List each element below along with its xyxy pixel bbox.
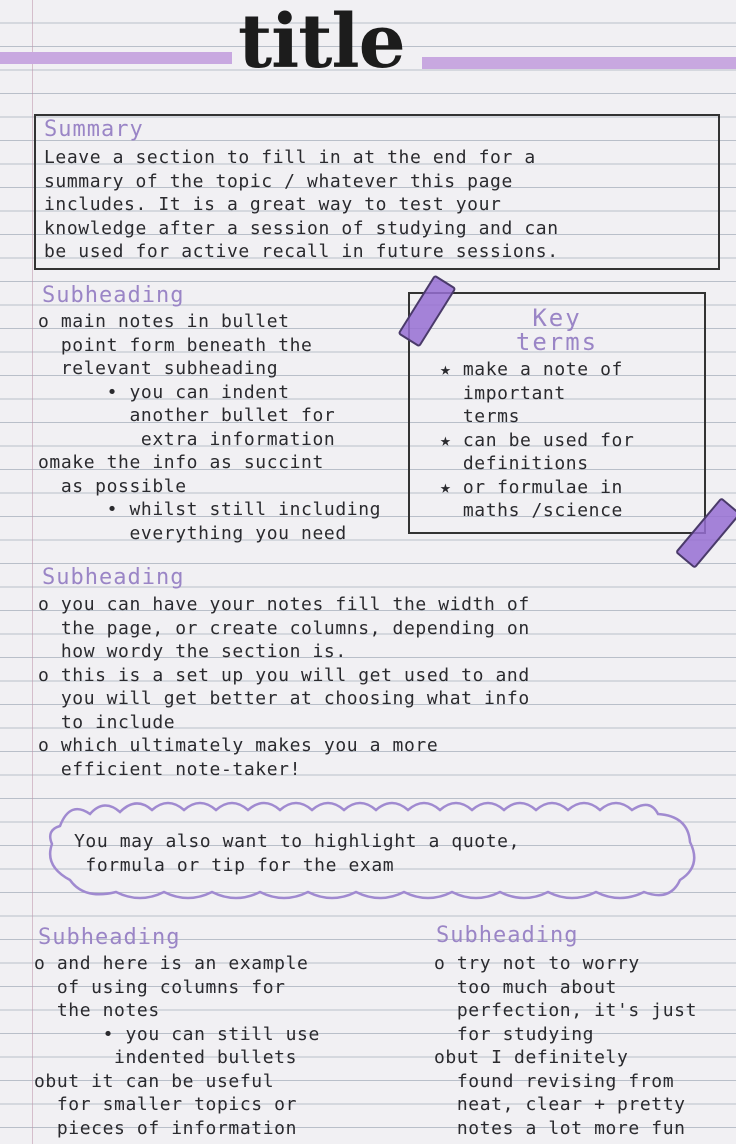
key-terms-title xyxy=(410,306,704,354)
key-terms-title-line2: terms xyxy=(515,328,599,356)
note-line: obut it can be useful xyxy=(34,1070,275,1092)
summary-line: summary of the topic / whatever this page xyxy=(44,170,513,192)
section3-left-notes xyxy=(34,952,320,1140)
summary-line: be used for active recall in future sessions. xyxy=(44,241,559,262)
note-line: o and here is an example xyxy=(34,953,309,974)
note-line: you will get better at choosing what info xyxy=(38,688,530,709)
note-line: efficient note-taker! xyxy=(38,758,302,780)
key-term-line: important xyxy=(440,382,566,404)
note-line: omake the info as succint xyxy=(38,452,324,473)
section3-right-heading: Subheading xyxy=(436,923,579,948)
key-term-line: terms xyxy=(440,406,521,427)
section3-left-heading: Subheading xyxy=(38,925,181,950)
note-line: • you can still use xyxy=(34,1023,320,1045)
summary-line: Leave a section to fill in at the end for a xyxy=(44,147,536,168)
note-line: to include xyxy=(38,711,176,733)
key-terms-list xyxy=(440,358,634,523)
note-line: o this is a set up you will get used to and xyxy=(38,664,530,686)
note-line: too much about xyxy=(434,976,617,998)
note-line: obut I definitely xyxy=(434,1047,629,1068)
note-line: o which ultimately makes you a more xyxy=(38,735,439,756)
section2-notes xyxy=(38,593,530,781)
key-term-line: ★ make a note of xyxy=(440,359,623,380)
cloud-line: You may also want to highlight a quote, xyxy=(74,831,521,852)
note-line: as possible xyxy=(38,475,187,497)
summary-box xyxy=(34,114,720,270)
key-term-line: definitions xyxy=(440,453,589,474)
title-underline-right xyxy=(422,57,736,69)
section3-right-notes xyxy=(434,952,697,1140)
key-terms-title-line1: Key xyxy=(532,304,582,332)
note-line: for studying xyxy=(434,1023,595,1045)
summary-line: includes. It is a great way to test your xyxy=(44,194,502,215)
note-line: indented bullets xyxy=(34,1047,298,1068)
cloud-text xyxy=(74,830,520,877)
note-line: perfection, it's just xyxy=(434,1000,698,1021)
note-line: o main notes in bullet xyxy=(38,311,290,332)
note-line: pieces of information xyxy=(34,1117,298,1139)
note-line: extra information xyxy=(38,428,336,450)
note-line: of using columns for xyxy=(34,976,286,998)
note-line: relevant subheading xyxy=(38,358,279,379)
summary-line: knowledge after a session of studying and can xyxy=(44,217,559,239)
highlight-cloud xyxy=(40,796,706,906)
note-line: o you can have your notes fill the width of xyxy=(38,594,530,615)
key-term-line: ★ or formulae in xyxy=(440,476,623,498)
note-line: neat, clear + pretty xyxy=(434,1094,686,1115)
key-term-line: maths /science xyxy=(440,500,623,521)
section1-heading: Subheading xyxy=(42,283,185,308)
note-line: everything you need xyxy=(38,522,347,544)
note-line: the page, or create columns, depending on xyxy=(38,617,530,639)
key-terms-box xyxy=(408,292,706,534)
note-line: the notes xyxy=(34,1000,160,1021)
note-line: found revising from xyxy=(434,1070,675,1092)
note-line: point form beneath the xyxy=(38,334,313,356)
summary-heading: Summary xyxy=(44,117,144,142)
summary-text xyxy=(44,146,559,264)
note-line: for smaller topics or xyxy=(34,1094,298,1115)
title-underline-left xyxy=(0,52,232,64)
section2-heading: Subheading xyxy=(42,565,185,590)
page-title: title xyxy=(238,0,405,85)
note-line: another bullet for xyxy=(38,405,336,426)
cloud-line: formula or tip for the exam xyxy=(74,854,395,876)
key-term-line: ★ can be used for xyxy=(440,429,635,451)
note-line: how wordy the section is. xyxy=(38,641,347,662)
section1-notes xyxy=(38,310,381,545)
note-line: • you can indent xyxy=(38,381,290,403)
note-line: o try not to worry xyxy=(434,953,640,974)
note-line: • whilst still including xyxy=(38,499,382,520)
note-line: notes a lot more fun xyxy=(434,1117,686,1139)
